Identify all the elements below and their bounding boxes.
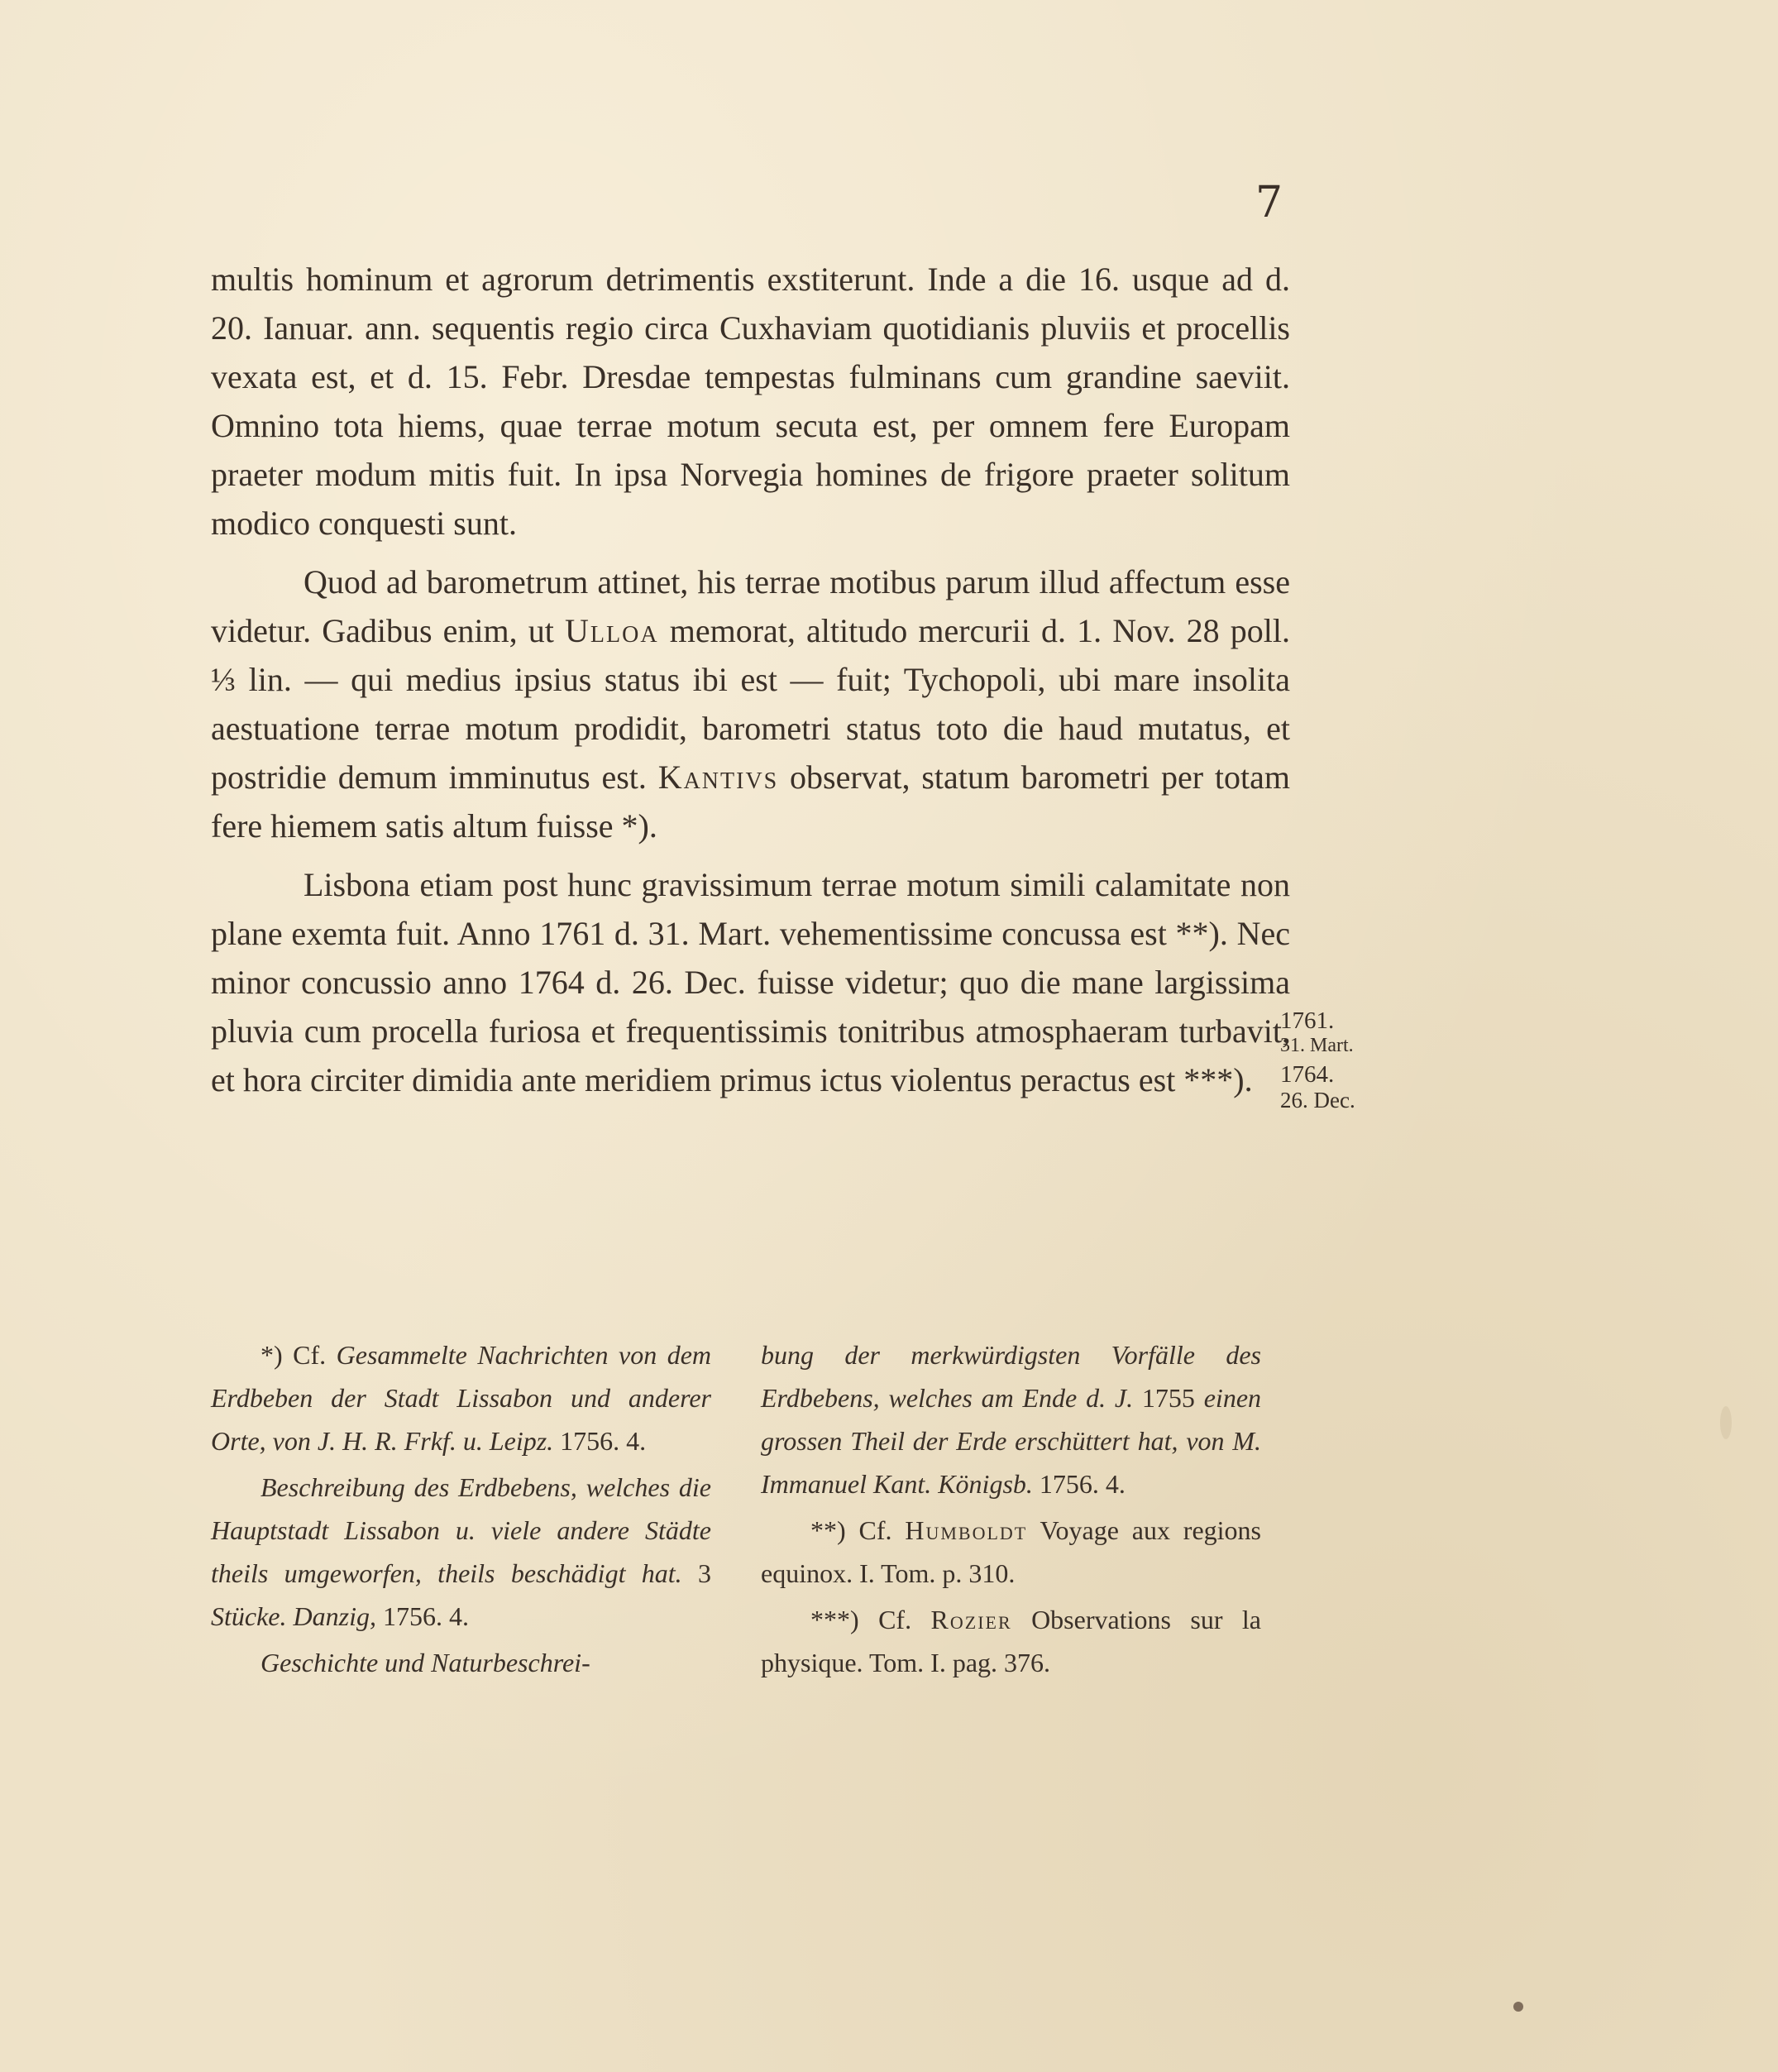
footnote-text: 1755 [1133, 1383, 1204, 1413]
paragraph-text: Ulloa [565, 612, 659, 649]
margin-note: 1761. [1280, 1007, 1335, 1034]
footnote-text: *) Cf. [260, 1340, 337, 1370]
footnote-text: Gesammelte Nachrichten von dem Erdbeben der Stadt Lissabon und anderer Orte, von J. H. R. Frkf. u. Leipz. [211, 1340, 712, 1456]
footnote-text: 1756. 4. [1032, 1469, 1126, 1499]
margin-note: 1764. [1280, 1061, 1335, 1088]
paragraph-text: observat, statum barometri per totam fere hiemem satis altum fuisse *). [211, 758, 1291, 845]
margin-note: 31. Mart. [1280, 1035, 1354, 1056]
paragraph-text: Quod ad barometrum attinet, his terrae motibus parum illud affectum esse videtur. Gadibus enim, ut [211, 563, 1290, 649]
paper-stain [1720, 1406, 1732, 1439]
footnote-text: Voyage aux regions equinox. I. Tom. p. 310. [761, 1515, 1262, 1588]
footnote-text: 1756. 4. [375, 1601, 469, 1631]
footnote-text: ***) Cf. [810, 1605, 931, 1634]
margin-note: 26. Dec. [1280, 1088, 1355, 1113]
footnote-text: 3 [681, 1558, 712, 1588]
paragraph-text: memorat, altitudo mercurii d. 1. Nov. 28 poll. ⅓ lin. — qui medius ipsius status ibi est — fuit; Tychopoli, ubi mare insolita aestuatione terrae motum prodidit, barometri status toto die haud mutatus, et postridie demum imminutus est. [211, 612, 1290, 796]
paragraph-text: Kantivs [657, 758, 779, 796]
footnote-text: Beschreibung des Erdbebens, welches die Hauptstadt Lissabon u. viele andere Städte theils umgeworfen, theils beschädigt hat. [211, 1472, 711, 1588]
footnotes-left-column [211, 1333, 711, 1687]
footnote-text: bung der merkwürdigsten Vorfälle des Erdbebens, welches am Ende d. J. [761, 1340, 1261, 1413]
main-text-body [211, 255, 1290, 1114]
paragraph-text: Lisbona etiam post hunc gravissimum terrae motum simili calamitate non plane exemta fuit. Anno 1761 d. 31. Mart. vehementissime concussa est **). Nec minor concussio anno 1764 d. 26. Dec. fuisse videtur; quo die mane largissima pluvia cum procella furiosa et frequentissimis tonitribus atmosphaeram turbavit, et hora circiter dimidia ante meridiem primus ictus violentus peractus est ***). [211, 866, 1290, 1098]
footnote [211, 1466, 711, 1638]
footnote [211, 1641, 711, 1684]
footnote-text: **) Cf. [810, 1515, 906, 1545]
footnote [761, 1333, 1261, 1505]
paragraph [211, 860, 1290, 1104]
footnote-text: Geschichte und Naturbeschrei- [260, 1648, 590, 1677]
page-number: 7 [1255, 178, 1283, 227]
paper-stain [1513, 2002, 1523, 2012]
footnotes [211, 1333, 1261, 1687]
footnotes-right-column [761, 1333, 1261, 1687]
footnote-text: Humboldt [905, 1515, 1028, 1545]
footnote [761, 1598, 1261, 1684]
paragraph [211, 255, 1290, 548]
paragraph-text: multis hominum et agrorum detrimentis exstiterunt. Inde a die 16. usque ad d. 20. Ianuar. ann. sequentis regio circa Cuxhaviam quotidianis pluviis et procellis vexata est, et d. 15. Febr. Dresdae tempestas fulminans cum grandine saeviit. Omnino tota hiems, quae terrae motum secuta est, per omnem fere Europam praeter modum mitis fuit. In ipsa Norvegia homines de frigore praeter solitum modico conquesti sunt. [211, 261, 1290, 542]
footnote [761, 1509, 1261, 1595]
paragraph [211, 557, 1290, 850]
footnote [211, 1333, 711, 1462]
footnote-text: Observations sur la physique. Tom. I. pag. 376. [761, 1605, 1262, 1677]
footnote-text: einen grossen Theil der Erde erschüttert hat, von M. Immanuel Kant. Königsb. [761, 1383, 1262, 1499]
footnote-text: Rozier [930, 1605, 1012, 1634]
footnote-text: Stücke. Danzig, [211, 1601, 376, 1631]
footnote-text: 1756. 4. [553, 1426, 647, 1456]
